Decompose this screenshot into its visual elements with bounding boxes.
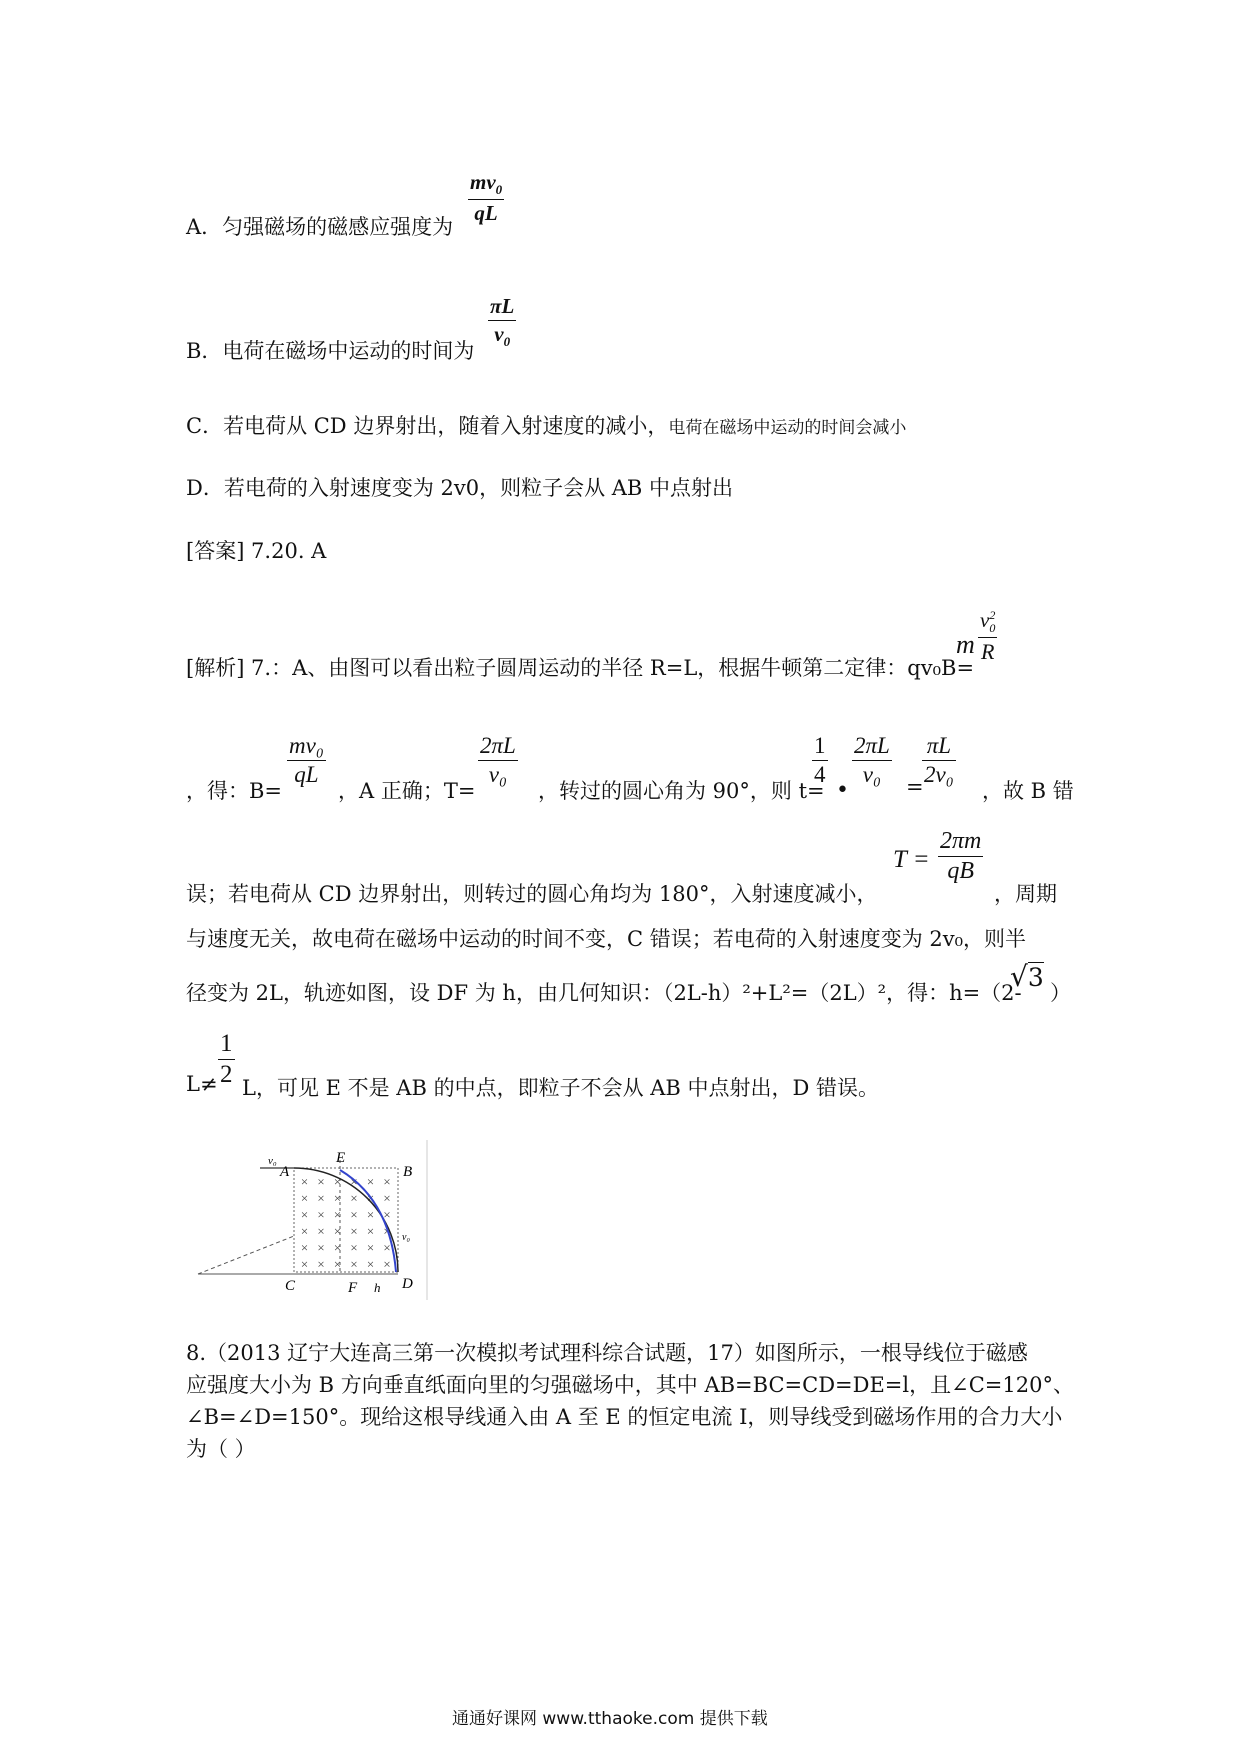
analysis-line-5b: ）: [1050, 981, 1071, 1005]
label-f: F: [348, 1280, 358, 1296]
label-v0-top: v₀: [268, 1155, 277, 1167]
option-b-fraction: πL $v_0$: [490, 294, 515, 350]
analysis-line-4: 与速度无关，故电荷在磁场中运动的时间不变，C 错误；若电荷的入射速度变为 2v₀，则半: [186, 927, 1027, 951]
option-a: A．匀强磁场的磁感应强度为: [186, 215, 454, 239]
fraction-period: 2πm qB: [940, 828, 982, 884]
field-x-mark: ×: [366, 1240, 375, 1255]
dot-operator: •: [836, 778, 849, 803]
field-x-mark: ×: [382, 1223, 392, 1239]
field-x-mark: ×: [349, 1207, 359, 1222]
option-d: D．若电荷的入射速度变为 2v0，则粒子会从 AB 中点射出: [186, 476, 734, 500]
field-x-mark: ×: [300, 1190, 309, 1206]
field-x-mark: ×: [300, 1207, 309, 1222]
field-x-marks: [300, 1174, 391, 1272]
field-x-mark: ×: [349, 1174, 359, 1189]
field-x-mark: ×: [316, 1190, 326, 1206]
field-x-mark: ×: [366, 1207, 375, 1222]
field-x-mark: ×: [349, 1190, 359, 1206]
field-x-mark: ×: [366, 1223, 375, 1239]
label-c: C: [285, 1278, 296, 1294]
q8-line-4: 为（ ）: [186, 1437, 256, 1461]
field-x-mark: ×: [382, 1174, 392, 1189]
option-c: C．若电荷从 CD 边界射出，随着入射速度的减小，电荷在磁场中运动的时间会减小: [186, 414, 907, 438]
field-x-mark: ×: [349, 1223, 359, 1239]
q8-line-1: 8.（2013 辽宁大连高三第一次模拟考试理科综合试题，17）如图所示，一根导线位于磁感: [186, 1341, 1028, 1365]
fraction-t: 2πL v₀: [480, 733, 516, 787]
sqrt-three: √3: [1010, 960, 1044, 993]
trajectory-figure: [190, 1140, 440, 1310]
analysis-line-2a: ，得：B=: [186, 779, 283, 803]
analysis-line-6a: L≠: [186, 1072, 218, 1096]
field-x-mark: ×: [316, 1256, 326, 1272]
analysis-line-3b: ，周期: [994, 882, 1057, 906]
field-x-mark: ×: [382, 1207, 392, 1222]
field-x-mark: ×: [333, 1256, 342, 1272]
field-x-mark: ×: [382, 1256, 392, 1272]
field-x-mark: ×: [366, 1190, 375, 1206]
field-x-mark: ×: [333, 1174, 342, 1189]
label-d: D: [402, 1276, 413, 1292]
q8-line-3: ∠B=∠D=150°。现给这根导线通入由 A 至 E 的恒定电流 I，则导线受到磁场作用的合力大小: [186, 1405, 1063, 1429]
field-x-mark: ×: [300, 1223, 309, 1239]
label-v0-right: v₀: [402, 1232, 410, 1243]
q8-line-2: 应强度大小为 B 方向垂直纸面向里的匀强磁场中，其中 AB=BC=CD=DE=l，且∠C=120°、: [186, 1373, 1074, 1397]
footer: 通通好课网 www.tthaoke.com 提供下载: [452, 1709, 768, 1729]
analysis-line-1: [解析] 7.：A、由图可以看出粒子圆周运动的半径 R=L，根据牛顿第二定律：qv₀B=: [186, 656, 975, 680]
field-x-mark: ×: [382, 1240, 392, 1255]
field-x-mark: ×: [316, 1223, 326, 1239]
fraction-half: 1 2: [220, 1030, 233, 1088]
field-x-mark: ×: [300, 1256, 309, 1272]
analysis-line-6b: L，可见 E 不是 AB 的中点，即粒子不会从 AB 中点射出，D 错误。: [242, 1076, 880, 1100]
fraction-b: mv₀ qL: [289, 733, 324, 787]
label-a: A: [280, 1164, 290, 1180]
field-x-mark: ×: [316, 1207, 326, 1222]
fraction-quarter: 1 4: [814, 733, 826, 787]
fraction-result: πL 2v₀: [924, 733, 954, 787]
period-lhs: T =: [893, 846, 930, 873]
field-x-mark: ×: [316, 1240, 326, 1255]
field-x-mark: ×: [333, 1190, 342, 1206]
analysis-line-5a: 径变为 2L，轨迹如图，设 DF 为 h，由几何知识：（2L-h）²+L²=（2L）²，得：h=（2-: [186, 981, 1022, 1005]
field-x-mark: ×: [300, 1174, 309, 1189]
field-x-mark: ×: [366, 1256, 375, 1272]
equals: =: [906, 775, 924, 799]
field-x-mark: ×: [382, 1190, 392, 1206]
fraction-t2: 2πL v₀: [854, 733, 890, 787]
field-x-mark: ×: [333, 1207, 342, 1222]
answer: [答案] 7.20. A: [186, 539, 327, 563]
field-x-mark: ×: [349, 1240, 359, 1255]
label-b: B: [403, 1164, 413, 1180]
analysis-line-2b: ，A 正确；T=: [338, 779, 476, 803]
radius-dashed-line: [198, 1236, 294, 1274]
field-x-mark: ×: [333, 1240, 342, 1255]
analysis-line-2d: ，故 B 错: [982, 779, 1074, 803]
option-a-fraction: $mv_0$ qL: [470, 170, 503, 226]
fraction-mv2-over-r: m $v^2_0$ R: [956, 608, 996, 665]
analysis-line-2c: ，转过的圆心角为 90°，则 t=: [538, 779, 825, 803]
option-b: B．电荷在磁场中运动的时间为: [186, 339, 475, 363]
label-e: E: [336, 1150, 346, 1166]
label-h: h: [374, 1280, 381, 1295]
field-x-mark: ×: [300, 1240, 309, 1255]
field-x-mark: ×: [316, 1174, 326, 1189]
field-x-mark: ×: [366, 1174, 375, 1189]
field-x-mark: ×: [333, 1223, 342, 1239]
analysis-line-3a: 误；若电荷从 CD 边界射出，则转过的圆心角均为 180°，入射速度减小，: [186, 882, 878, 906]
field-x-mark: ×: [349, 1256, 359, 1272]
